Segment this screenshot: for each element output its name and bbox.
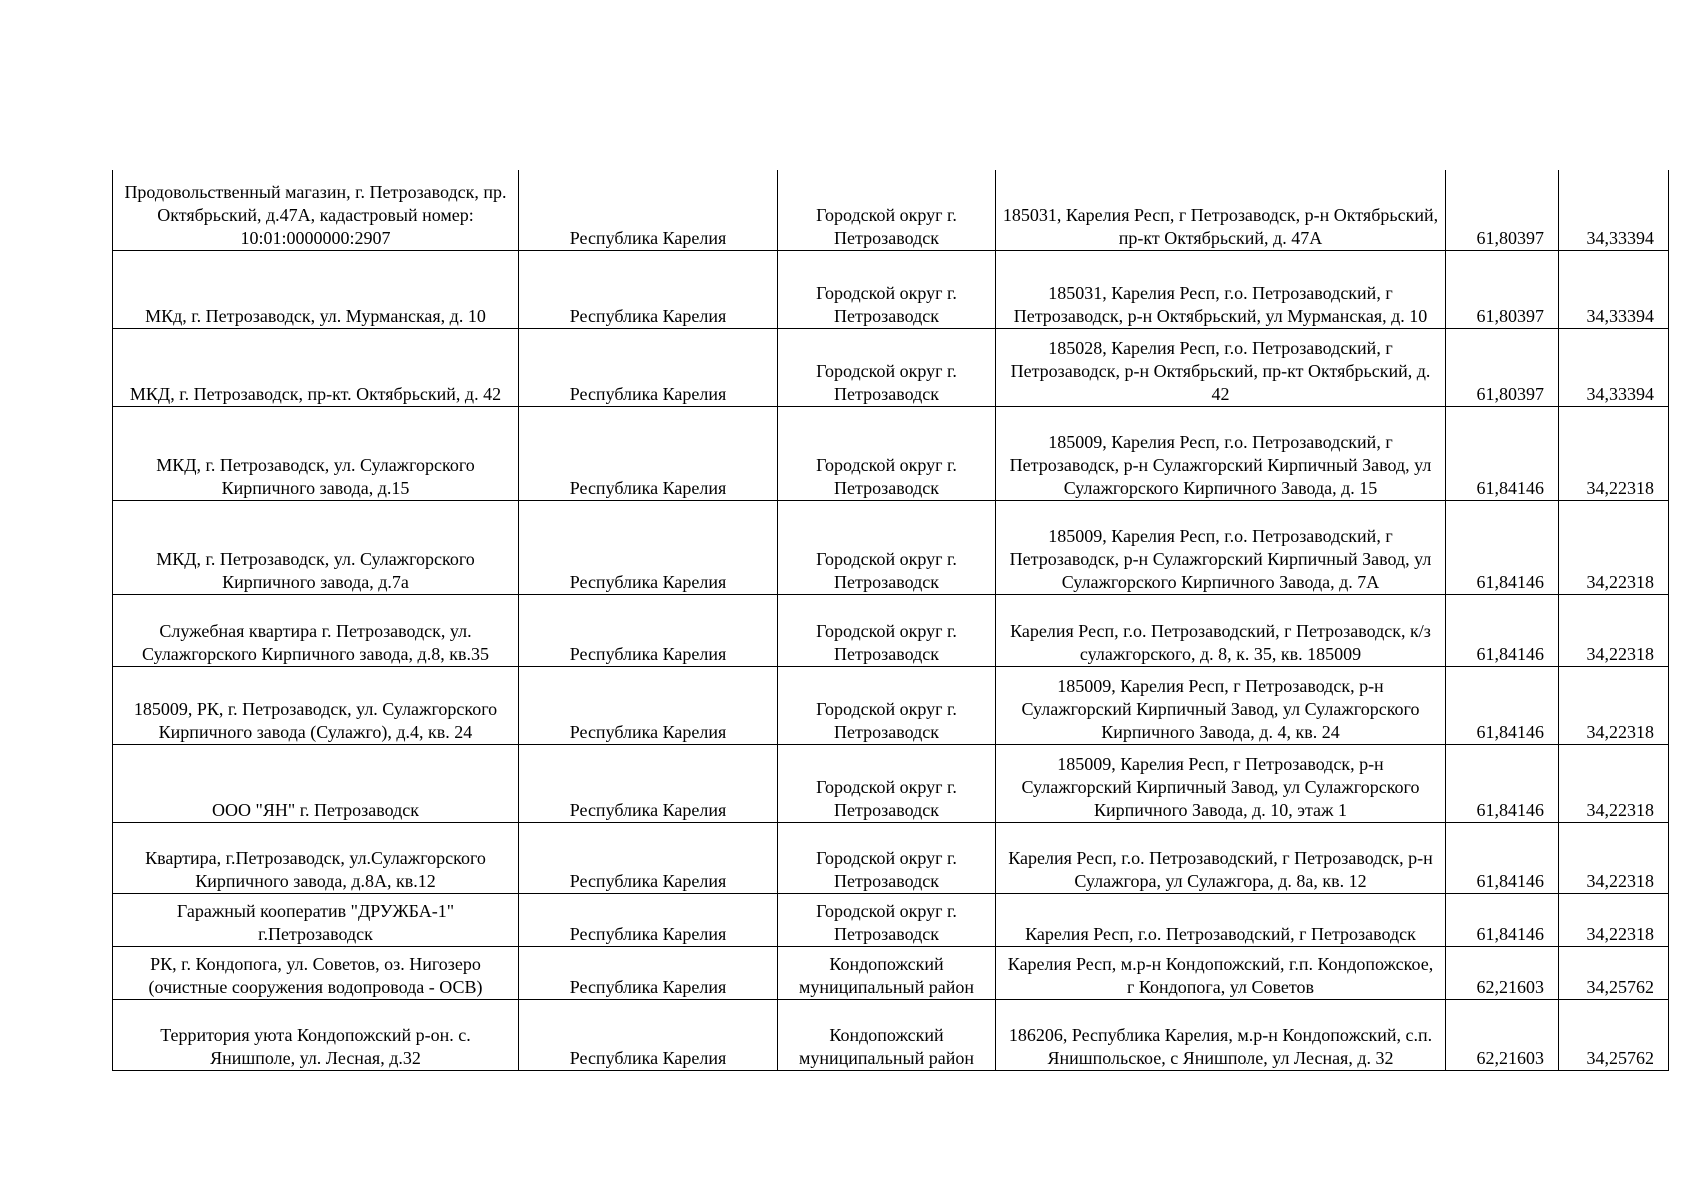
object-name-cell: МКД, г. Петрозаводск, пр-кт. Октябрьский, д. 42: [113, 328, 519, 406]
object-name-cell: Территория уюта Кондопожский р-он. с. Янишполе, ул. Лесная, д.32: [113, 999, 519, 1070]
latitude-cell: 61,80397: [1446, 328, 1559, 406]
longitude-cell: 34,22318: [1559, 666, 1669, 744]
latitude-cell: 61,84146: [1446, 822, 1559, 893]
object-name-cell: Гаражный кооператив "ДРУЖБА-1" г.Петрозаводск: [113, 893, 519, 946]
region-cell: Республика Карелия: [519, 893, 778, 946]
region-cell: Республика Карелия: [519, 500, 778, 594]
municipality-cell: Кондопожский муниципальный район: [778, 999, 996, 1070]
address-cell: Карелия Респ, г.о. Петрозаводский, г Петрозаводск, р-н Сулажгора, ул Сулажгора, д. 8а, кв. 12: [996, 822, 1446, 893]
table-row: [113, 822, 1669, 893]
longitude-cell: 34,33394: [1559, 328, 1669, 406]
latitude-cell: 61,84146: [1446, 744, 1559, 822]
table-row: [113, 946, 1669, 999]
address-cell: 185031, Карелия Респ, г Петрозаводск, р-н Октябрьский, пр-кт Октябрьский, д. 47А: [996, 170, 1446, 250]
table-row: [113, 594, 1669, 666]
address-cell: Карелия Респ, г.о. Петрозаводский, г Петрозаводск, к/з сулажгорского, д. 8, к. 35, кв. 185009: [996, 594, 1446, 666]
address-cell: Карелия Респ, м.р-н Кондопожский, г.п. Кондопожское, г Кондопога, ул Советов: [996, 946, 1446, 999]
latitude-cell: 62,21603: [1446, 999, 1559, 1070]
longitude-cell: 34,33394: [1559, 170, 1669, 250]
latitude-cell: 61,84146: [1446, 666, 1559, 744]
address-cell: 186206, Республика Карелия, м.р-н Кондопожский, с.п. Янишпольское, с Янишполе, ул Лесная, д. 32: [996, 999, 1446, 1070]
object-name-cell: МКД, г. Петрозаводск, ул. Сулажгорского Кирпичного завода, д.15: [113, 406, 519, 500]
municipality-cell: Городской округ г. Петрозаводск: [778, 500, 996, 594]
object-name-cell: РК, г. Кондопога, ул. Советов, оз. Нигозеро (очистные сооружения водопровода - ОСВ): [113, 946, 519, 999]
latitude-cell: 61,80397: [1446, 170, 1559, 250]
address-cell: 185009, Карелия Респ, г Петрозаводск, р-н Сулажгорский Кирпичный Завод, ул Сулажгорского Кирпичного Завода, д. 4, кв. 24: [996, 666, 1446, 744]
table-row: [113, 893, 1669, 946]
address-cell: 185009, Карелия Респ, г.о. Петрозаводский, г Петрозаводск, р-н Сулажгорский Кирпичный Завод, ул Сулажгорского Кирпичного Завода, д. 7А: [996, 500, 1446, 594]
object-name-cell: МКД, г. Петрозаводск, ул. Сулажгорского Кирпичного завода, д.7а: [113, 500, 519, 594]
municipality-cell: Городской округ г. Петрозаводск: [778, 893, 996, 946]
address-cell: 185028, Карелия Респ, г.о. Петрозаводский, г Петрозаводск, р-н Октябрьский, пр-кт Октябрьский, д. 42: [996, 328, 1446, 406]
longitude-cell: 34,22318: [1559, 893, 1669, 946]
longitude-cell: 34,22318: [1559, 744, 1669, 822]
object-name-cell: 185009, РК, г. Петрозаводск, ул. Сулажгорского Кирпичного завода (Сулажго), д.4, кв. 24: [113, 666, 519, 744]
longitude-cell: 34,22318: [1559, 594, 1669, 666]
longitude-cell: 34,22318: [1559, 500, 1669, 594]
municipality-cell: Кондопожский муниципальный район: [778, 946, 996, 999]
table-row: [113, 999, 1669, 1070]
longitude-cell: 34,33394: [1559, 250, 1669, 328]
latitude-cell: 61,84146: [1446, 406, 1559, 500]
table-row: [113, 170, 1669, 250]
address-cell: 185031, Карелия Респ, г.о. Петрозаводский, г Петрозаводск, р-н Октябрьский, ул Мурманская, д. 10: [996, 250, 1446, 328]
region-cell: Республика Карелия: [519, 999, 778, 1070]
object-name-cell: Продовольственный магазин, г. Петрозаводск, пр. Октябрьский, д.47А, кадастровый номер: 10:01:0000000:2907: [113, 170, 519, 250]
address-cell: 185009, Карелия Респ, г.о. Петрозаводский, г Петрозаводск, р-н Сулажгорский Кирпичный Завод, ул Сулажгорского Кирпичного Завода, д. 15: [996, 406, 1446, 500]
region-cell: Республика Карелия: [519, 666, 778, 744]
longitude-cell: 34,22318: [1559, 822, 1669, 893]
region-cell: Республика Карелия: [519, 170, 778, 250]
object-name-cell: ООО "ЯН" г. Петрозаводск: [113, 744, 519, 822]
region-cell: Республика Карелия: [519, 744, 778, 822]
longitude-cell: 34,25762: [1559, 999, 1669, 1070]
longitude-cell: 34,22318: [1559, 406, 1669, 500]
municipality-cell: Городской округ г. Петрозаводск: [778, 594, 996, 666]
table-row: [113, 666, 1669, 744]
municipality-cell: Городской округ г. Петрозаводск: [778, 744, 996, 822]
address-cell: Карелия Респ, г.о. Петрозаводский, г Петрозаводск: [996, 893, 1446, 946]
latitude-cell: 61,84146: [1446, 594, 1559, 666]
addresses-table: [112, 170, 1669, 1071]
latitude-cell: 61,80397: [1446, 250, 1559, 328]
object-name-cell: МКд, г. Петрозаводск, ул. Мурманская, д. 10: [113, 250, 519, 328]
municipality-cell: Городской округ г. Петрозаводск: [778, 822, 996, 893]
region-cell: Республика Карелия: [519, 250, 778, 328]
municipality-cell: Городской округ г. Петрозаводск: [778, 406, 996, 500]
table-row: [113, 328, 1669, 406]
region-cell: Республика Карелия: [519, 946, 778, 999]
latitude-cell: 61,84146: [1446, 893, 1559, 946]
municipality-cell: Городской округ г. Петрозаводск: [778, 250, 996, 328]
table-row: [113, 250, 1669, 328]
table-row: [113, 744, 1669, 822]
municipality-cell: Городской округ г. Петрозаводск: [778, 170, 996, 250]
object-name-cell: Служебная квартира г. Петрозаводск, ул. Сулажгорского Кирпичного завода, д.8, кв.35: [113, 594, 519, 666]
table-row: [113, 500, 1669, 594]
municipality-cell: Городской округ г. Петрозаводск: [778, 328, 996, 406]
region-cell: Республика Карелия: [519, 328, 778, 406]
latitude-cell: 62,21603: [1446, 946, 1559, 999]
table-row: [113, 406, 1669, 500]
region-cell: Республика Карелия: [519, 406, 778, 500]
region-cell: Республика Карелия: [519, 594, 778, 666]
longitude-cell: 34,25762: [1559, 946, 1669, 999]
latitude-cell: 61,84146: [1446, 500, 1559, 594]
address-cell: 185009, Карелия Респ, г Петрозаводск, р-н Сулажгорский Кирпичный Завод, ул Сулажгорского Кирпичного Завода, д. 10, этаж 1: [996, 744, 1446, 822]
region-cell: Республика Карелия: [519, 822, 778, 893]
object-name-cell: Квартира, г.Петрозаводск, ул.Сулажгорского Кирпичного завода, д.8А, кв.12: [113, 822, 519, 893]
municipality-cell: Городской округ г. Петрозаводск: [778, 666, 996, 744]
